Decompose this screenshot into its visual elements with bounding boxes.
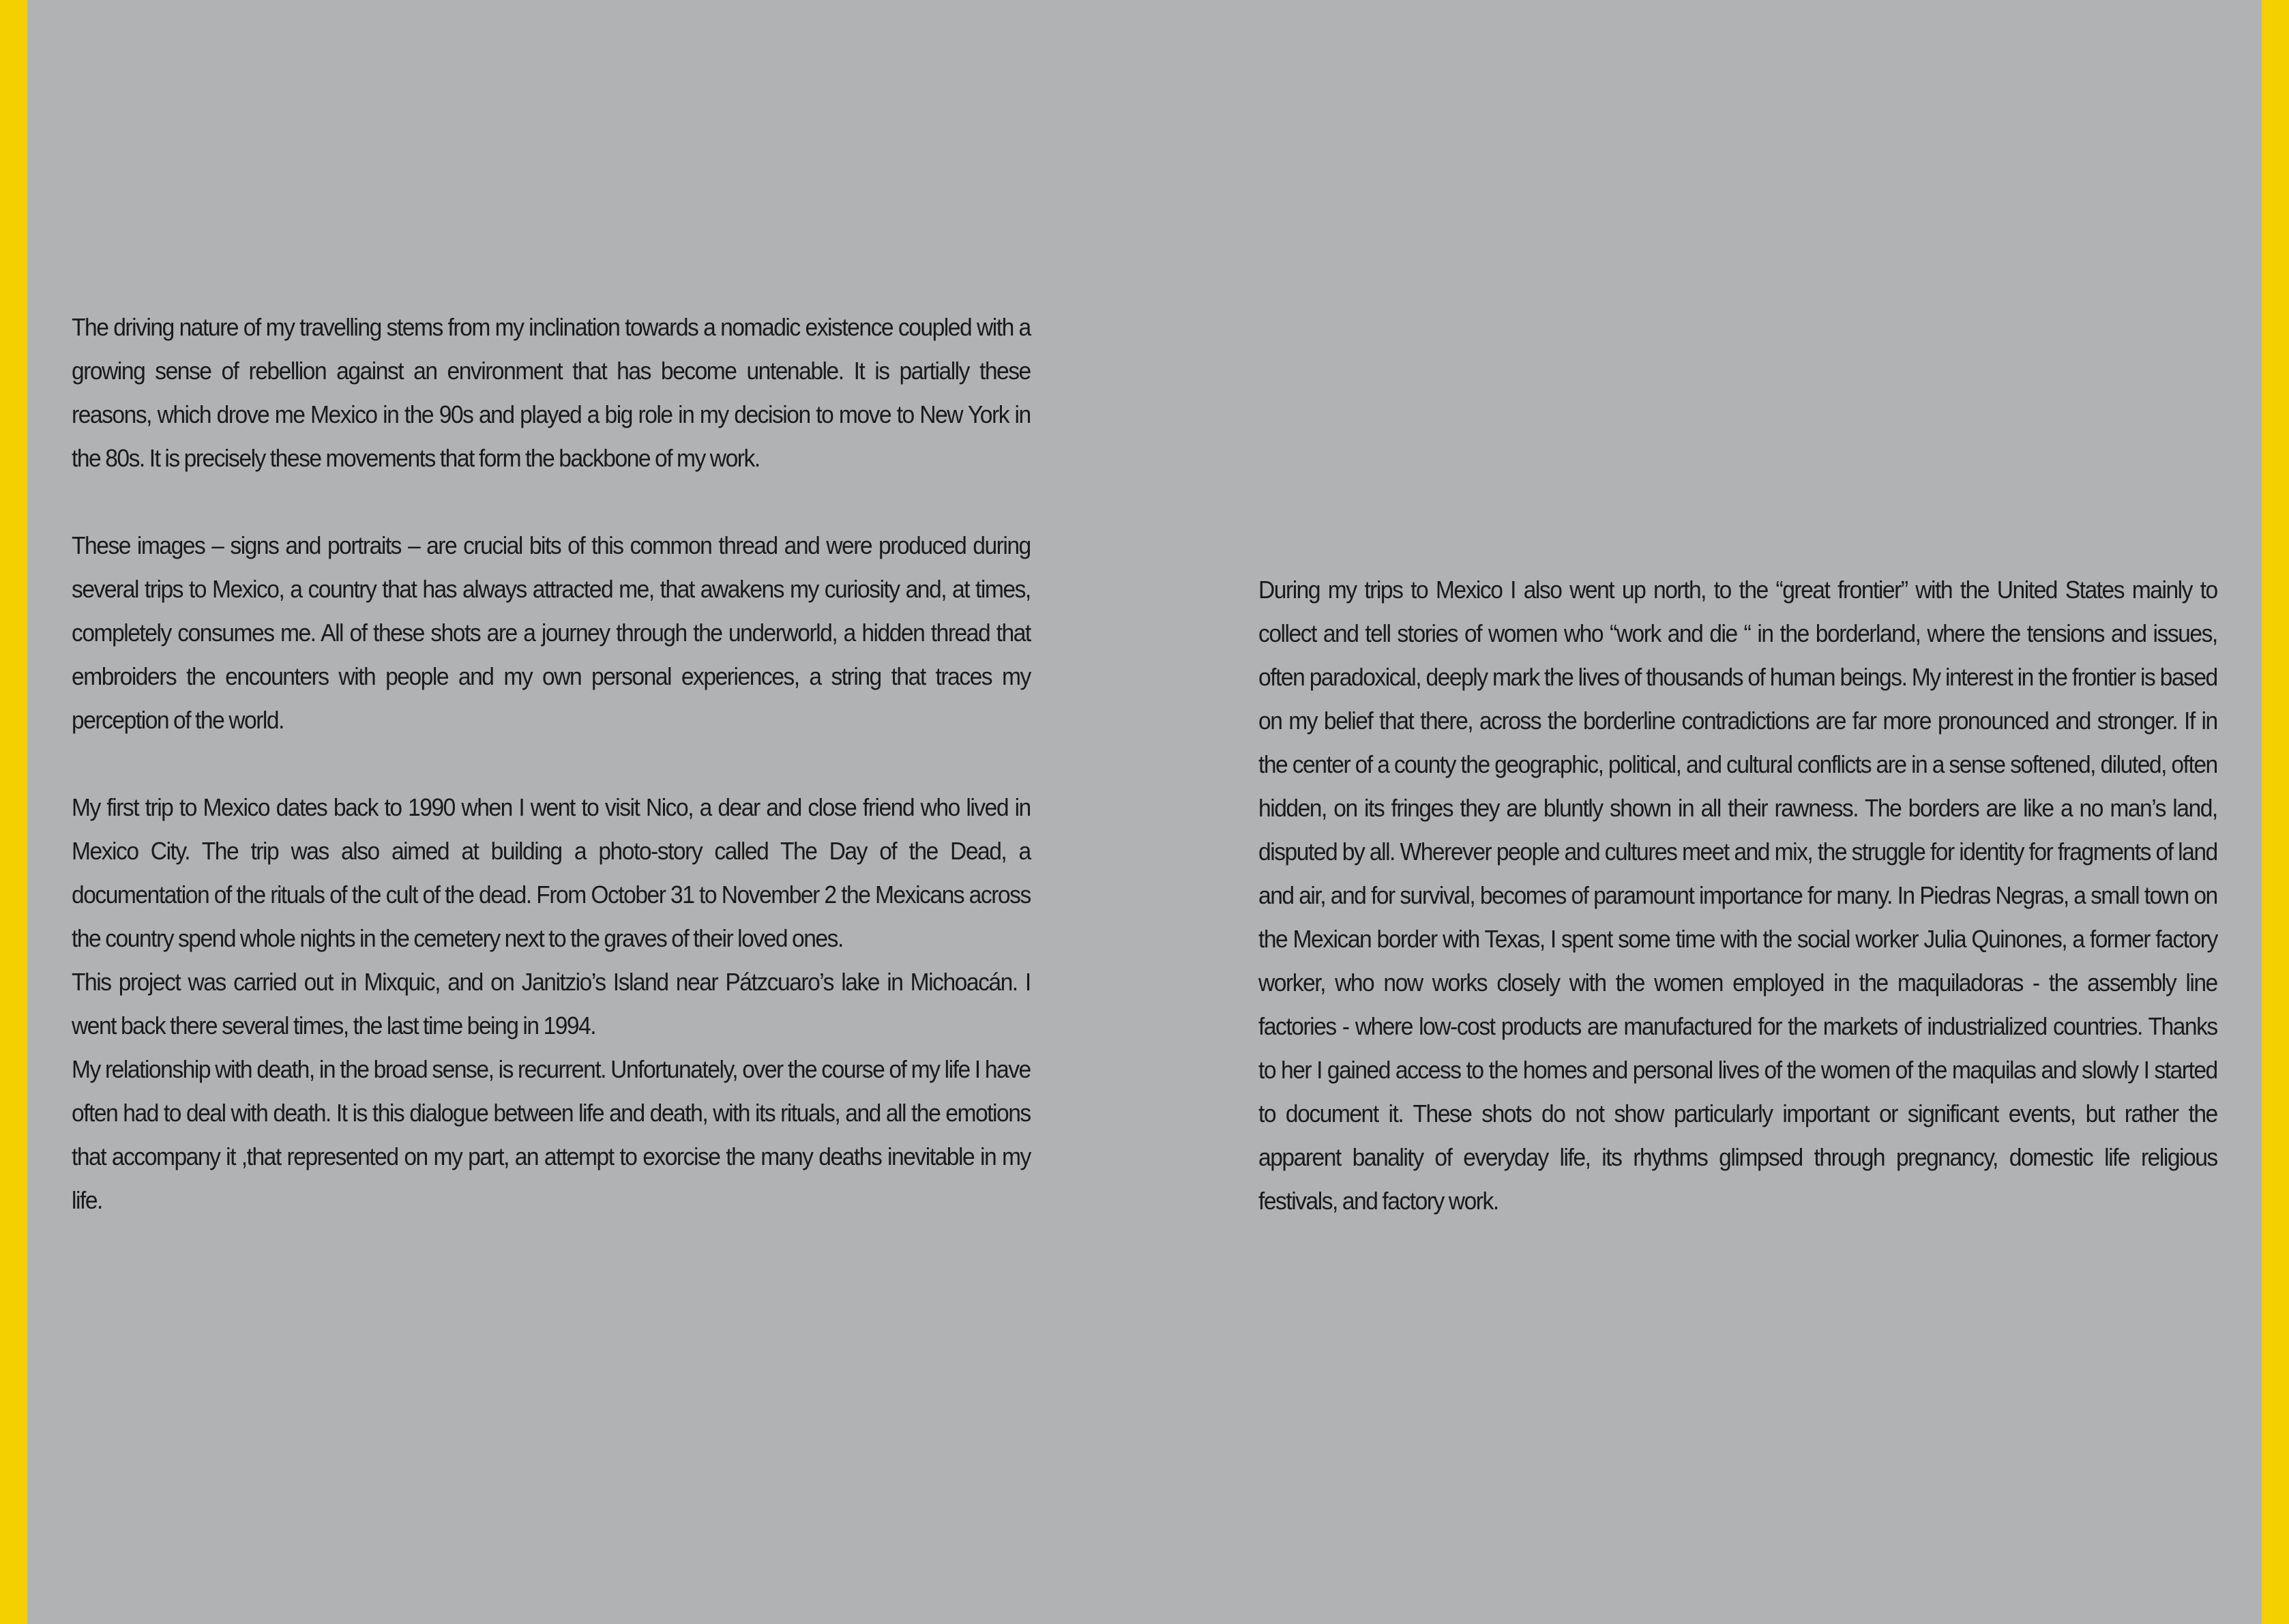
left-text-column xyxy=(72,306,1031,1222)
paragraph-relationship-with-death: My relationship with death, in the broad sense, is recurrent. Unfortunately, over the course of my life I have often had to deal with death. It is this dialogue between life and death, with its rituals, and all the emotions that accompany it ,that represented on my part, an attempt to exorcise the many deaths inevitable in my life. xyxy=(72,1055,1031,1214)
paragraph-travel-nature: The driving nature of my travelling stems from my inclination towards a nomadic existence coupled with a growing sense of rebellion against an environment that has become untenable. It is partially these reasons, which drove me Mexico in the 90s and played a big role in my decision to move to New York in the 80s. It is precisely these movements that form the backbone of my work. xyxy=(72,313,1031,472)
paragraph-first-trip: My first trip to Mexico dates back to 1990 when I went to visit Nico, a dear and close friend who lived in Mexico City. The trip was also aimed at building a photo-story called The Day of the Dead, a documentation of the rituals of the cult of the dead. From October 31 to November 2 the Mexicans across the country spend whole nights in the cemetery next to the graves of their loved ones. xyxy=(72,793,1031,952)
paragraph-mixquic-project: This project was carried out in Mixquic, and on Janitzio’s Island near Pátzcuaro’s lake in Michoacán. I went back there several times, the last time being in 1994. xyxy=(72,968,1031,1039)
paragraph-images-signs-portraits: These images – signs and portraits – are crucial bits of this common thread and were produced during several trips to Mexico, a country that has always attracted me, that awakens my curiosity and, at times, completely consumes me. All of these shots are a journey through the underworld, a hidden thread that embroiders the encounters with people and my own personal experiences, a string that traces my perception of the world. xyxy=(72,531,1031,734)
document-page xyxy=(27,0,2262,1624)
paragraph-great-frontier: During my trips to Mexico I also went up north, to the “great frontier” with the United States mainly to collect and tell stories of women who “work and die “ in the borderland, where the tensions and issues, often paradoxical, deeply mark the lives of thousands of human beings. My interest in the frontier is based on my belief that there, across the borderline contradictions are far more pronounced and stronger. If in the center of a county the geographic, political, and cultural conflicts are in a sense softened, diluted, often hidden, on its fringes they are bluntly shown in all their rawness. The borders are like a no man’s land, disputed by all. Wherever people and cultures meet and mix, the struggle for identity for fragments of land and air, and for survival, becomes of paramount importance for many. In Piedras Negras, a small town on the Mexican border with Texas, I spent some time with the social worker Julia Quinones, a former factory worker, who now works closely with the women employed in the maquiladoras - the assembly line factories - where low-cost products are manufactured for the markets of industrialized countries. Thanks to her I gained access to the homes and personal lives of the women of the maquilas and slowly I started to document it. These shots do not show particularly important or significant events, but rather the apparent banality of everyday life, its rhythms glimpsed through pregnancy, domestic life religious festivals, and factory work. xyxy=(1258,576,2217,1215)
right-text-column xyxy=(1258,568,2217,1223)
